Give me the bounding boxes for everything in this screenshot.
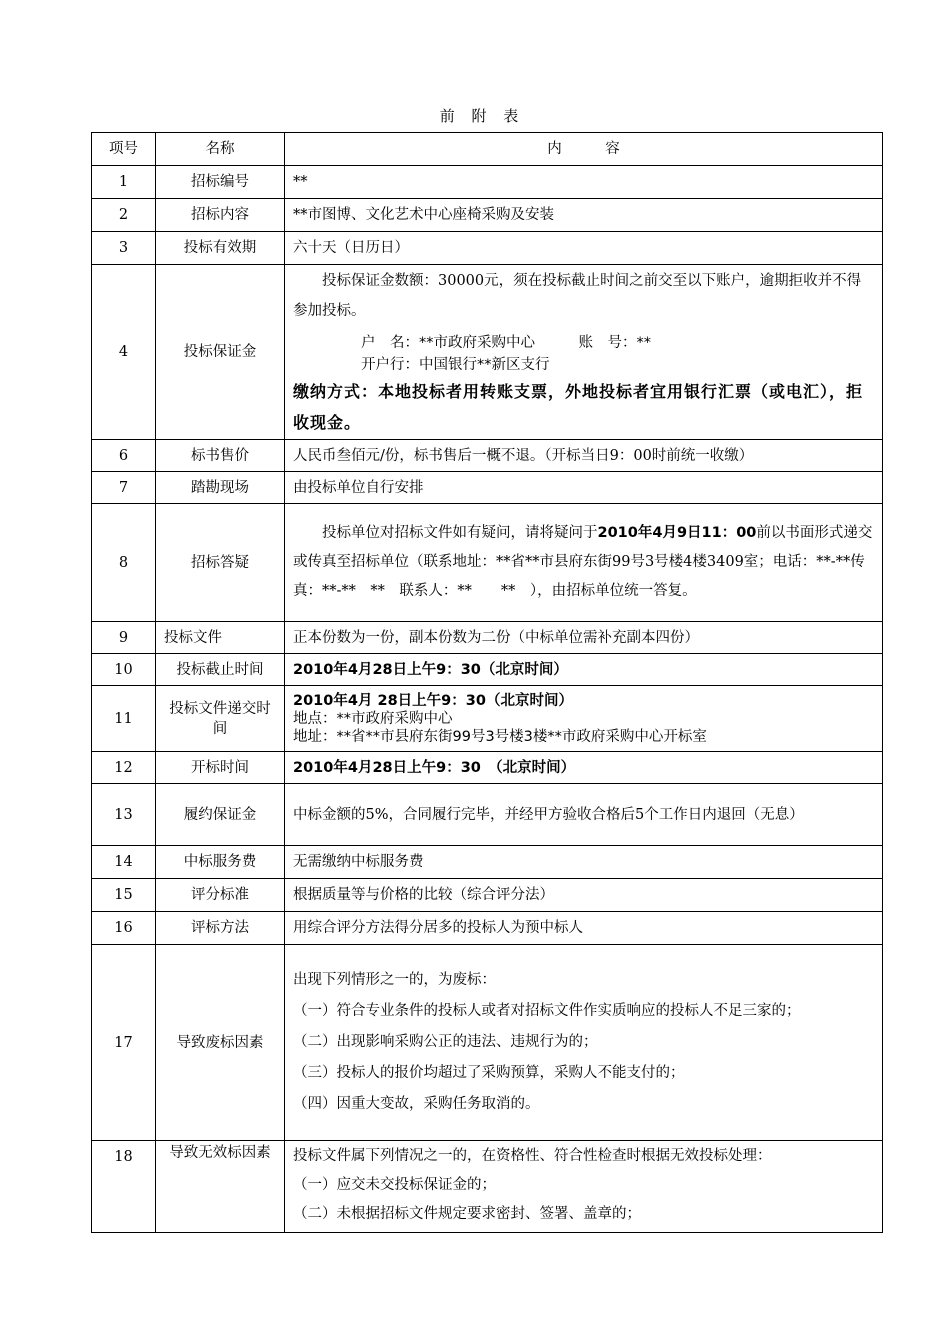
list-item: （二）出现影响采购公正的违法、违规行为的； bbox=[293, 1034, 598, 1050]
row-no: 13 bbox=[92, 784, 156, 846]
row-name: 投标有效期 bbox=[156, 232, 285, 265]
list-item: （二）未根据招标文件规定要求密封、签署、盖章的； bbox=[293, 1206, 641, 1222]
deposit-cell bbox=[285, 265, 883, 440]
row-content: 2010年4月28日上午9：30（北京时间） bbox=[285, 654, 883, 686]
deposit-account-name: 户 名：**市政府采购中心 账 号：** bbox=[361, 335, 651, 351]
row-no: 17 bbox=[92, 945, 156, 1141]
row-name: 投标截止时间 bbox=[156, 654, 285, 686]
row-name: 导致无效标因素 bbox=[156, 1141, 285, 1233]
row-no: 3 bbox=[92, 232, 156, 265]
list-item: （一）符合专业条件的投标人或者对招标文件作实质响应的投标人不足三家的； bbox=[293, 1003, 801, 1019]
table-row bbox=[92, 440, 883, 472]
table-row bbox=[92, 232, 883, 265]
table-row bbox=[92, 654, 883, 686]
row-no: 6 bbox=[92, 440, 156, 472]
list-item: （四）因重大变故，采购任务取消的。 bbox=[293, 1096, 540, 1112]
row-name: 导致废标因素 bbox=[156, 945, 285, 1141]
table-header-row bbox=[92, 133, 883, 166]
row-no: 8 bbox=[92, 504, 156, 622]
row-name: 招标编号 bbox=[156, 166, 285, 199]
row-name: 标书售价 bbox=[156, 440, 285, 472]
row-content: 中标金额的5%，合同履行完毕，并经甲方验收合格后5个工作日内退回（无息） bbox=[285, 784, 883, 846]
table-row bbox=[92, 166, 883, 199]
row-no: 14 bbox=[92, 846, 156, 879]
submission-address: 地址：**省**市县府东街99号3号楼3楼**市政府采购中心开标室 bbox=[293, 728, 707, 745]
row-content: 人民币叁佰元/份，标书售后一概不退。（开标当日9：00时前统一收缴） bbox=[285, 440, 883, 472]
submission-time: 2010年4月 28日上午9：30（北京时间） bbox=[293, 692, 573, 709]
table-row bbox=[92, 912, 883, 945]
table-row bbox=[92, 504, 883, 622]
row-name: 投标保证金 bbox=[156, 265, 285, 440]
row-no: 11 bbox=[92, 686, 156, 752]
void-bid-cell bbox=[285, 1141, 883, 1233]
row-content: 2010年4月28日上午9：30 （北京时间） bbox=[285, 752, 883, 784]
submission-place: 地点：**市政府采购中心 bbox=[293, 710, 453, 727]
table-row bbox=[92, 472, 883, 504]
row-no: 16 bbox=[92, 912, 156, 945]
header-no: 项号 bbox=[92, 133, 156, 166]
qa-cell bbox=[285, 504, 883, 622]
row-no: 10 bbox=[92, 654, 156, 686]
row-content: 根据质量等与价格的比较（综合评分法） bbox=[285, 879, 883, 912]
row-content: 无需缴纳中标服务费 bbox=[285, 846, 883, 879]
table-row bbox=[92, 784, 883, 846]
row-content: 由投标单位自行安排 bbox=[285, 472, 883, 504]
list-item: （三）投标人的报价均超过了采购预算，采购人不能支付的； bbox=[293, 1065, 685, 1081]
row-name: 评标方法 bbox=[156, 912, 285, 945]
qa-lead: 投标单位对招标文件如有疑问，请将疑问于 bbox=[322, 525, 598, 541]
row-no: 4 bbox=[92, 265, 156, 440]
row-content: **市图博、文化艺术中心座椅采购及安装 bbox=[285, 199, 883, 232]
row-no: 1 bbox=[92, 166, 156, 199]
invalid-bid-lead: 出现下列情形之一的，为废标： bbox=[293, 972, 496, 988]
table-row bbox=[92, 199, 883, 232]
row-no: 2 bbox=[92, 199, 156, 232]
row-name: 开标时间 bbox=[156, 752, 285, 784]
table-row bbox=[92, 752, 883, 784]
qa-rest: 前以书面形式递交或传真至招标单位（联系地址：**省**市县府东街99号3号楼4楼3409室；电话：**-**传真：**-** ** 联系人：** ** ），由招标单位统一答复。 bbox=[293, 525, 873, 599]
row-name: 招标内容 bbox=[156, 199, 285, 232]
row-no: 15 bbox=[92, 879, 156, 912]
row-no: 7 bbox=[92, 472, 156, 504]
table-row bbox=[92, 846, 883, 879]
table-row bbox=[92, 265, 883, 440]
row-name: 评分标准 bbox=[156, 879, 285, 912]
row-content: ** bbox=[285, 166, 883, 199]
row-name: 投标文件 bbox=[156, 622, 285, 654]
row-content: 用综合评分方法得分居多的投标人为预中标人 bbox=[285, 912, 883, 945]
row-name: 踏勘现场 bbox=[156, 472, 285, 504]
row-no: 12 bbox=[92, 752, 156, 784]
bid-info-table bbox=[91, 132, 883, 1233]
table-row bbox=[92, 686, 883, 752]
row-name: 中标服务费 bbox=[156, 846, 285, 879]
row-no: 9 bbox=[92, 622, 156, 654]
table-row bbox=[92, 622, 883, 654]
deposit-amount: 投标保证金数额：30000元，须在投标截止时间之前交至以下账户，逾期拒收并不得参加投标。 bbox=[293, 273, 862, 319]
page-title: 前 附 表 bbox=[439, 107, 525, 125]
row-name: 招标答疑 bbox=[156, 504, 285, 622]
row-content: 正本份数为一份，副本份数为二份（中标单位需补充副本四份） bbox=[285, 622, 883, 654]
deposit-bank: 开户行：中国银行**新区支行 bbox=[361, 357, 550, 373]
list-item: （一）应交未交投标保证金的； bbox=[293, 1177, 496, 1193]
table-row bbox=[92, 879, 883, 912]
header-name: 名称 bbox=[156, 133, 285, 166]
void-bid-lead: 投标文件属下列情况之一的，在资格性、符合性检查时根据无效投标处理： bbox=[293, 1148, 772, 1164]
row-name: 投标文件递交时间 bbox=[156, 686, 285, 752]
table-row bbox=[92, 1141, 883, 1233]
deposit-payment-method: 缴纳方式：本地投标者用转账支票，外地投标者宜用银行汇票（或电汇），拒收现金。 bbox=[293, 382, 864, 432]
table-row bbox=[92, 945, 883, 1141]
invalid-bid-cell bbox=[285, 945, 883, 1141]
header-content: 内 容 bbox=[285, 133, 883, 166]
qa-deadline: 2010年4月9日11：00 bbox=[597, 525, 757, 541]
row-name: 履约保证金 bbox=[156, 784, 285, 846]
row-no: 18 bbox=[92, 1141, 156, 1233]
submission-cell bbox=[285, 686, 883, 752]
row-content: 六十天（日历日） bbox=[285, 232, 883, 265]
